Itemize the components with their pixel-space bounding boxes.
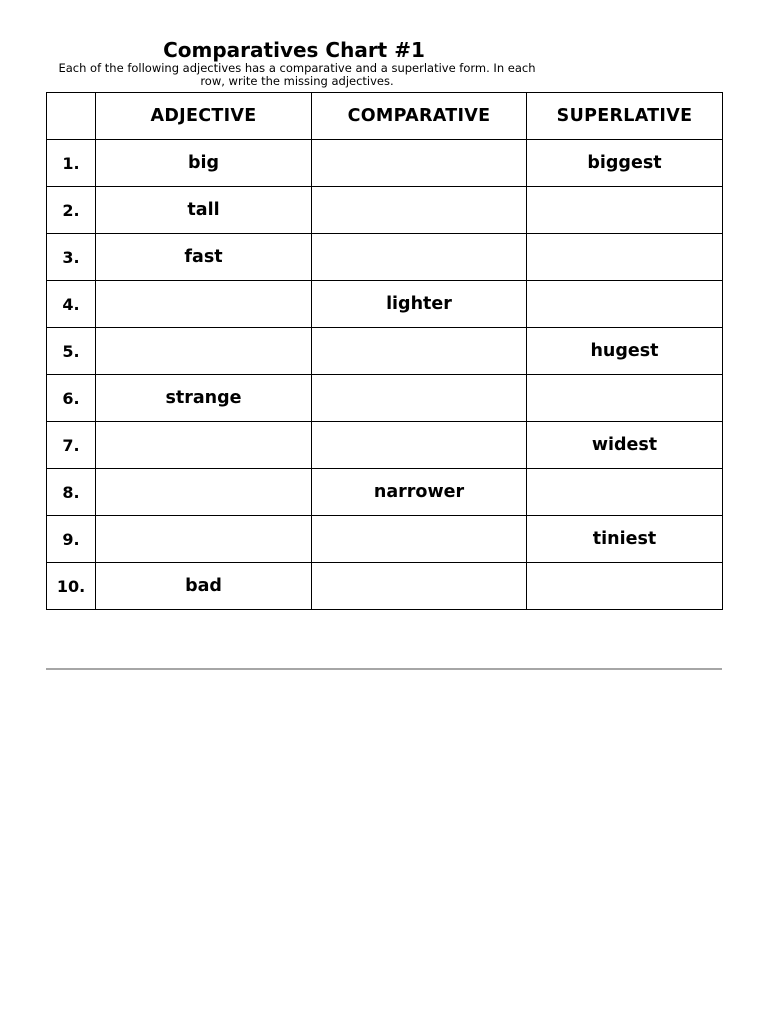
adjective-cell[interactable]: strange — [96, 375, 312, 422]
superlative-cell[interactable] — [527, 234, 723, 281]
adjective-cell[interactable] — [96, 469, 312, 516]
row-number: 4. — [47, 281, 96, 328]
superlative-cell[interactable] — [527, 375, 723, 422]
adjective-cell[interactable]: fast — [96, 234, 312, 281]
header-superlative: SUPERLATIVE — [527, 93, 723, 140]
superlative-cell[interactable] — [527, 469, 723, 516]
comparative-cell[interactable] — [312, 563, 527, 610]
row-number: 8. — [47, 469, 96, 516]
superlative-cell[interactable]: biggest — [527, 140, 723, 187]
table-row — [47, 140, 723, 187]
instructions: Each of the following adjectives has a comparative and a superlative form. In each row, write the missing adjectives. — [58, 61, 536, 88]
header-adjective: ADJECTIVE — [96, 93, 312, 140]
table-header-row — [47, 93, 723, 140]
table-row — [47, 469, 723, 516]
table-row — [47, 234, 723, 281]
superlative-cell[interactable]: widest — [527, 422, 723, 469]
table-row — [47, 516, 723, 563]
page-divider — [46, 668, 722, 670]
comparative-cell[interactable] — [312, 234, 527, 281]
superlative-cell[interactable] — [527, 281, 723, 328]
row-number: 2. — [47, 187, 96, 234]
table-row — [47, 328, 723, 375]
row-number: 10. — [47, 563, 96, 610]
superlative-cell[interactable] — [527, 187, 723, 234]
adjective-cell[interactable]: bad — [96, 563, 312, 610]
adjective-cell[interactable] — [96, 516, 312, 563]
comparatives-table — [46, 92, 723, 610]
adjective-cell[interactable]: tall — [96, 187, 312, 234]
comparative-cell[interactable] — [312, 516, 527, 563]
row-number: 9. — [47, 516, 96, 563]
adjective-cell[interactable] — [96, 281, 312, 328]
comparative-cell[interactable]: narrower — [312, 469, 527, 516]
table-row — [47, 281, 723, 328]
adjective-cell[interactable] — [96, 328, 312, 375]
row-number: 6. — [47, 375, 96, 422]
adjective-cell[interactable]: big — [96, 140, 312, 187]
header-number — [47, 93, 96, 140]
comparative-cell[interactable] — [312, 328, 527, 375]
row-number: 1. — [47, 140, 96, 187]
table-row — [47, 375, 723, 422]
comparative-cell[interactable] — [312, 375, 527, 422]
comparative-cell[interactable]: lighter — [312, 281, 527, 328]
row-number: 7. — [47, 422, 96, 469]
table-row — [47, 422, 723, 469]
table-row — [47, 563, 723, 610]
superlative-cell[interactable] — [527, 563, 723, 610]
header-comparative: COMPARATIVE — [312, 93, 527, 140]
superlative-cell[interactable]: tiniest — [527, 516, 723, 563]
comparative-cell[interactable] — [312, 422, 527, 469]
comparative-cell[interactable] — [312, 140, 527, 187]
row-number: 3. — [47, 234, 96, 281]
table-row — [47, 187, 723, 234]
comparative-cell[interactable] — [312, 187, 527, 234]
adjective-cell[interactable] — [96, 422, 312, 469]
page-title: Comparatives Chart #1 — [163, 38, 425, 62]
row-number: 5. — [47, 328, 96, 375]
superlative-cell[interactable]: hugest — [527, 328, 723, 375]
